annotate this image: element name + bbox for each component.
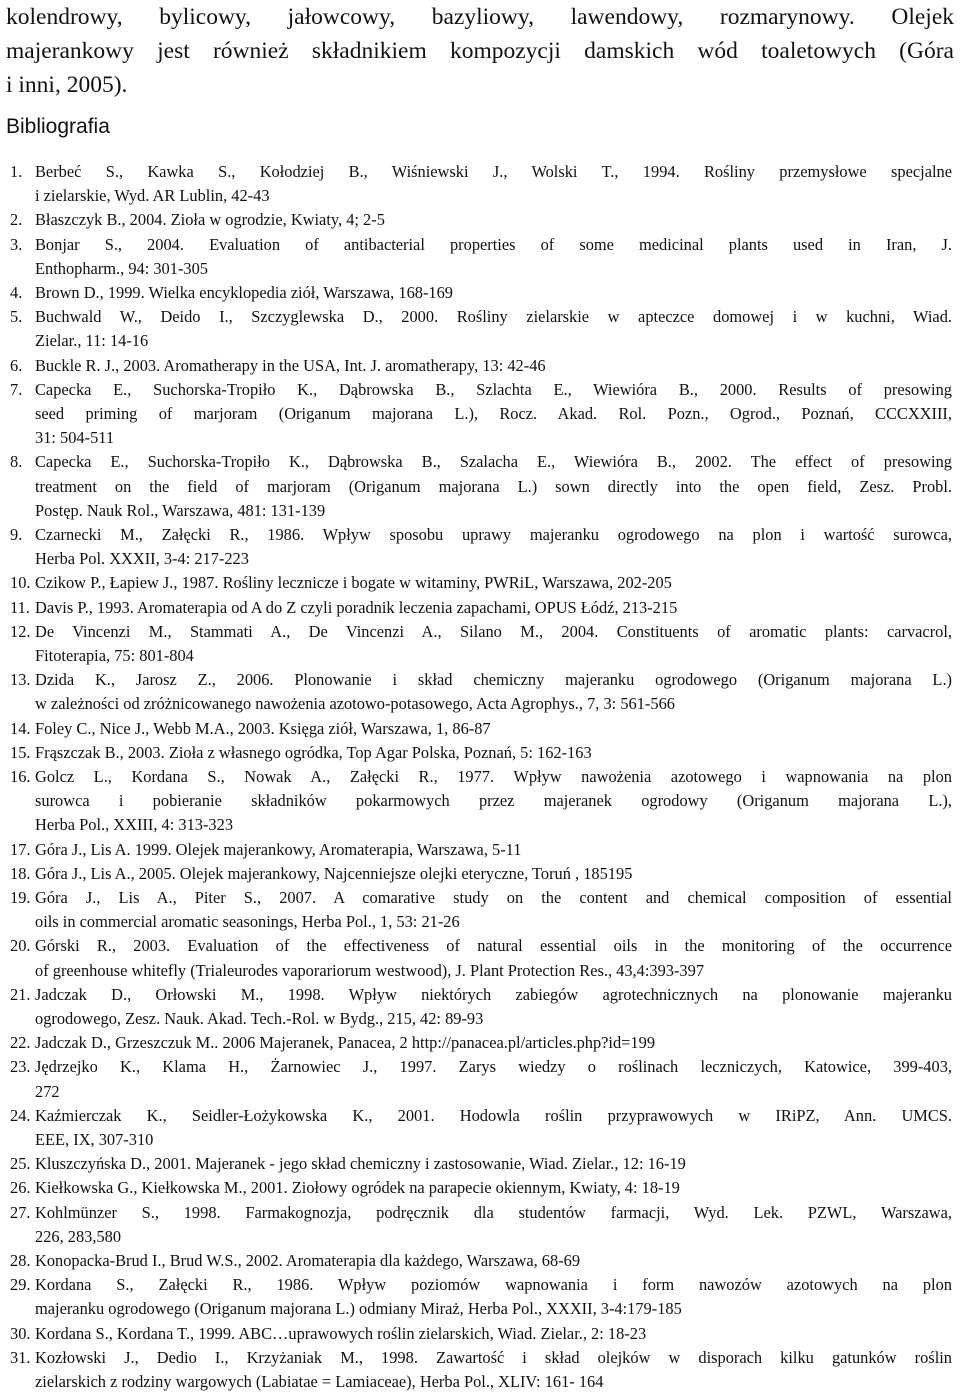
reference-number: 17. <box>10 839 31 859</box>
reference-line: Góra J., Lis A. 1999. Olejek majerankowy, Aromaterapia, Warszawa, 5-11 <box>35 839 522 859</box>
reference-number: 21. <box>10 984 31 1004</box>
reference-item <box>10 596 952 620</box>
reference-text <box>10 1031 952 1055</box>
reference-line: Capecka E., Suchorska-Tropiło K., Dąbrowska B., Szalacha E., Wiewióra B., 2002. The effect of presowing <box>35 452 952 472</box>
reference-item <box>10 1152 952 1176</box>
reference-text <box>10 934 952 982</box>
reference-line: majeranku ogrodowego (Origanum majorana L.) odmiany Miraż, Herba Pol., XXXII, 3-4:179-185 <box>35 1299 682 1319</box>
reference-item <box>10 838 952 862</box>
bibliography-heading: Bibliografia <box>6 115 110 138</box>
reference-number: 23. <box>10 1057 31 1077</box>
reference-line: of greenhouse whitefly (Trialeurodes vaporariorum westwood), J. Plant Protection Res., 43,4:393-397 <box>35 960 705 980</box>
reference-item <box>10 378 952 451</box>
reference-line: EEE, IX, 307-310 <box>35 1130 154 1149</box>
reference-line: 272 <box>35 1081 60 1101</box>
reference-item <box>10 354 952 378</box>
reference-line: Bonjar S., 2004. Evaluation of antibacterial properties of some medicinal plants used in Iran, J. <box>35 234 952 254</box>
reference-text <box>10 620 952 668</box>
reference-line: Jadczak D., Orłowski M., 1998. Wpływ niektórych zabiegów agrotechnicznych na plonowanie majeranku <box>35 984 952 1004</box>
intro-line: i inni, 2005). <box>6 72 128 98</box>
reference-line: zielarskich z rodziny wargowych (Labiatae = Lamiaceae), Herba Pol., XLIV: 161- 164 <box>35 1372 604 1391</box>
reference-text <box>10 983 952 1031</box>
reference-text <box>10 571 952 595</box>
reference-item <box>10 305 952 353</box>
reference-text <box>10 1346 952 1394</box>
reference-text <box>10 596 952 620</box>
reference-item <box>10 1055 952 1103</box>
reference-line: Kiełkowska G., Kiełkowska M., 2001. Ziołowy ogródek na parapecie okiennym, Kwiaty, 4: 18-19 <box>35 1178 680 1198</box>
reference-line: Kordana S., Kordana T., 1999. ABC…uprawowych roślin zielarskich, Wiad. Zielar., 2: 18-23 <box>35 1323 647 1343</box>
reference-item <box>10 160 952 208</box>
reference-item <box>10 983 952 1031</box>
reference-text <box>10 717 952 741</box>
reference-line: Golcz L., Kordana S., Nowak A., Załęcki R., 1977. Wpływ nawożenia azotowego i wapnowania na plon <box>35 767 952 786</box>
reference-number: 3. <box>10 234 23 254</box>
reference-line: Kaźmierczak K., Seidler-Łożykowska K., 2001. Hodowla roślin przyprawowych w IRiPZ, Ann. UMCS. <box>35 1105 952 1125</box>
intro-line: kolendrowy, bylicowy, jałowcowy, bazyliowy, lawendowy, rozmarynowy. Olejek <box>6 4 954 30</box>
reference-text <box>10 160 952 208</box>
reference-line: Kozłowski J., Dedio I., Krzyżaniak M., 1998. Zawartość i skład olejków w disporach kilku gatunków roślin <box>35 1347 952 1367</box>
reference-line: Brown D., 1999. Wielka encyklopedia ziół, Warszawa, 168-169 <box>35 283 453 302</box>
reference-item <box>10 1201 952 1249</box>
reference-number: 14. <box>10 718 31 738</box>
reference-text <box>10 1201 952 1249</box>
reference-number: 9. <box>10 525 23 544</box>
reference-number: 22. <box>10 1033 31 1053</box>
reference-number: 19. <box>10 888 31 907</box>
reference-text <box>10 450 952 523</box>
reference-line: Górski R., 2003. Evaluation of the effectiveness of natural essential oils in the monitoring of the occurrence <box>35 936 952 956</box>
reference-line: Góra J., Lis A., 2005. Olejek majerankowy, Najcenniejsze olejki eteryczne, Toruń , 185195 <box>35 863 633 883</box>
reference-item <box>10 862 952 886</box>
reference-line: i zielarskie, Wyd. AR Lublin, 42-43 <box>35 186 270 206</box>
reference-item <box>10 281 952 305</box>
reference-line: Czarnecki M., Załęcki R., 1986. Wpływ sposobu uprawy majeranku ogrodowego na plon i wartość surowca, <box>35 525 952 544</box>
intro-line: majerankowy jest również składnikiem kompozycji damskich wód toaletowych (Góra <box>6 38 954 64</box>
reference-item <box>10 1346 952 1394</box>
reference-line: Dzida K., Jarosz Z., 2006. Plonowanie i skład chemiczny majeranku ogrodowego (Origanum majorana L.) <box>35 670 952 690</box>
reference-text <box>10 378 952 451</box>
reference-number: 2. <box>10 210 23 230</box>
reference-line: Jędrzejko K., Klama H., Żarnowiec J., 1997. Zarys wiedzy o roślinach leczniczych, Katowice, 399-403, <box>35 1057 952 1077</box>
reference-text <box>10 281 952 305</box>
reference-line: oils in commercial aromatic seasonings, Herba Pol., 1, 53: 21-26 <box>35 912 460 932</box>
reference-number: 10. <box>10 573 31 593</box>
reference-number: 7. <box>10 379 23 399</box>
reference-number: 30. <box>10 1323 31 1343</box>
reference-line: Kluszczyńska D., 2001. Majeranek - jego skład chemiczny i zastosowanie, Wiad. Zielar., 12: 16-19 <box>35 1154 686 1174</box>
reference-line: Herba Pol., XXIII, 4: 313-323 <box>35 815 234 835</box>
reference-number: 20. <box>10 936 31 956</box>
reference-line: Czikow P., Łapiew J., 1987. Rośliny lecznicze i bogate w witaminy, PWRiL, Warszawa, 202-205 <box>35 573 672 593</box>
reference-item <box>10 1176 952 1200</box>
reference-item <box>10 1031 952 1055</box>
reference-text <box>10 1322 952 1346</box>
reference-line: Buckle R. J., 2003. Aromatherapy in the USA, Int. J. aromatherapy, 13: 42-46 <box>35 355 546 375</box>
reference-line: surowca i pobieranie składników pokarmowych przez majeranek ogrodowy (Origanum majorana L.), <box>35 791 952 811</box>
reference-text <box>10 862 952 886</box>
reference-item <box>10 208 952 232</box>
reference-text <box>10 765 952 838</box>
reference-item <box>10 233 952 281</box>
reference-line: treatment on the field of marjoram (Origanum majorana L.) sown directly into the open field, Zesz. Probl. <box>35 476 952 496</box>
reference-item <box>10 886 952 934</box>
reference-text <box>10 523 952 571</box>
reference-text <box>10 1249 952 1273</box>
reference-text <box>10 1152 952 1176</box>
reference-line: Enthopharm., 94: 301-305 <box>35 258 208 278</box>
reference-line: Błaszczyk B., 2004. Zioła w ogrodzie, Kwiaty, 4; 2-5 <box>35 210 385 230</box>
reference-number: 18. <box>10 863 31 883</box>
reference-line: De Vincenzi M., Stammati A., De Vincenzi A., Silano M., 2004. Constituents of aromatic plants: carvacrol, <box>35 621 952 641</box>
reference-item <box>10 1322 952 1346</box>
reference-number: 24. <box>10 1105 31 1125</box>
intro-paragraph <box>6 0 954 102</box>
reference-number: 4. <box>10 283 23 302</box>
reference-item <box>10 741 952 765</box>
reference-item <box>10 1104 952 1152</box>
reference-text <box>10 233 952 281</box>
reference-line: Herba Pol. XXXII, 3-4: 217-223 <box>35 549 249 569</box>
reference-line: seed priming of marjoram (Origanum majorana L.), Rocz. Akad. Rol. Pozn., Ogrod., Poznań, CCCXXIII, <box>35 404 952 423</box>
reference-number: 12. <box>10 621 31 641</box>
reference-line: Kordana S., Załęcki R., 1986. Wpływ poziomów wapnowania i form nawozów azotowych na plon <box>35 1275 952 1295</box>
reference-item <box>10 717 952 741</box>
reference-number: 11. <box>10 597 30 617</box>
reference-line: Berbeć S., Kawka S., Kołodziej B., Wiśniewski J., Wolski T., 1994. Rośliny przemysłowe specjalne <box>35 162 952 181</box>
reference-line: Góra J., Lis A., Piter S., 2007. A comarative study on the content and chemical composition of essential <box>35 888 952 907</box>
reference-line: Fitoterapia, 75: 801-804 <box>35 646 194 665</box>
reference-number: 8. <box>10 452 23 472</box>
reference-number: 5. <box>10 307 23 327</box>
reference-number: 1. <box>10 162 23 181</box>
reference-line: Foley C., Nice J., Webb M.A., 2003. Księga ziół, Warszawa, 1, 86-87 <box>35 718 491 738</box>
reference-item <box>10 1273 952 1321</box>
reference-line: Capecka E., Suchorska-Tropiło K., Dąbrowska B., Szlachta E., Wiewióra B., 2000. Results of presowing <box>35 379 952 399</box>
reference-text <box>10 208 952 232</box>
reference-line: w zależności od zróżnicowanego nawożenia azotowo-potasowego, Acta Agrophys., 7, 3: 561-566 <box>35 694 675 714</box>
reference-number: 16. <box>10 767 31 786</box>
reference-number: 29. <box>10 1275 31 1295</box>
reference-text <box>10 305 952 353</box>
reference-text <box>10 1104 952 1152</box>
reference-item <box>10 934 952 982</box>
reference-line: Postęp. Nauk Rol., Warszawa, 481: 131-139 <box>35 500 326 520</box>
reference-text <box>10 1273 952 1321</box>
reference-line: Jadczak D., Grzeszczuk M.. 2006 Majeranek, Panacea, 2 http://panacea.pl/articles.php?id=199 <box>35 1033 656 1053</box>
reference-text <box>10 354 952 378</box>
reference-item <box>10 765 952 838</box>
reference-text <box>10 838 952 862</box>
reference-item <box>10 523 952 571</box>
reference-item <box>10 668 952 716</box>
reference-line: Buchwald W., Deido I., Szczyglewska D., 2000. Rośliny zielarskie w apteczce domowej i w kuchni, Wiad. <box>35 307 952 327</box>
reference-line: ogrodowego, Zesz. Nauk. Akad. Tech.-Rol. w Bydg., 215, 42: 89-93 <box>35 1009 484 1028</box>
reference-line: Zielar., 11: 14-16 <box>35 331 149 351</box>
reference-line: Konopacka-Brud I., Brud W.S., 2002. Aromaterapia dla każdego, Warszawa, 68-69 <box>35 1251 581 1270</box>
reference-line: Davis P., 1993. Aromaterapia od A do Z czyli poradnik leczenia zapachami, OPUS Łódź, 213-215 <box>35 597 678 617</box>
reference-item <box>10 620 952 668</box>
reference-item <box>10 571 952 595</box>
reference-line: 31: 504-511 <box>35 428 115 448</box>
reference-text <box>10 668 952 716</box>
reference-item <box>10 450 952 523</box>
reference-text <box>10 741 952 765</box>
reference-number: 15. <box>10 742 31 762</box>
reference-number: 6. <box>10 355 23 375</box>
reference-number: 25. <box>10 1154 31 1174</box>
reference-text <box>10 1055 952 1103</box>
reference-number: 31. <box>10 1347 31 1367</box>
reference-text <box>10 1176 952 1200</box>
reference-line: Frąszczak B., 2003. Zioła z własnego ogródka, Top Agar Polska, Poznań, 5: 162-163 <box>35 742 592 762</box>
reference-number: 13. <box>10 670 31 690</box>
reference-line: 226, 283,580 <box>35 1226 122 1246</box>
reference-number: 28. <box>10 1251 31 1270</box>
reference-number: 27. <box>10 1202 31 1222</box>
reference-text <box>10 886 952 934</box>
reference-number: 26. <box>10 1178 31 1198</box>
reference-item <box>10 1249 952 1273</box>
reference-line: Kohlmünzer S., 1998. Farmakognozja, podręcznik dla studentów farmacji, Wyd. Lek. PZWL, Warszawa, <box>35 1202 952 1222</box>
